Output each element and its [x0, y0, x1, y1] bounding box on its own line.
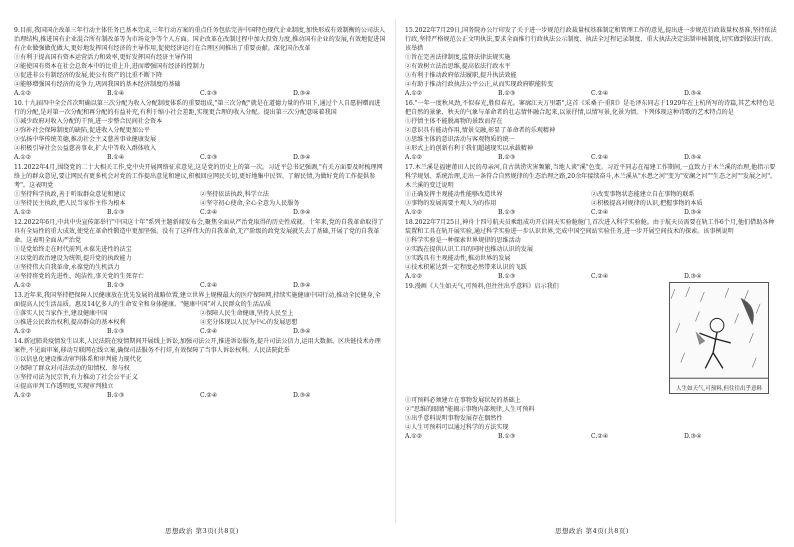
question-stem: 15.2022年7月29日,国务院办公厅印发了关于进一步规范行政裁量权基准制定和管理工作的意见,提出进一步规范行政裁量权基准,坚持依法行政,坚持严格规范公正文明执法,要求全面推行行政执法公示制度、执法全过程记录制度、重大执法决定法制审核制度,切实做到依法行政。该举措 — [405, 27, 777, 52]
question-stem: 13.近年来,我国坚持把保障人民健康放在优先发展的战略位置,建立世界上规模最大的医疗保障网,持续实施健康中国行动,推动全民健身,全面提高人民生活品质。惠及14亿多人的生命安全和身体健康。"健康中国"对人民群众的生活品质 — [14, 292, 381, 308]
question-stem: 18.2022年7月25日,神舟十四号航天员乘组成功开启问天实验舱舱门,首次进入科学实验舱。由于航天员需要在轨工作6个月,他们借助各种装置和工具在轨开展实验,通过科学实验进一步认识世界,完成中国空间站实验任务,进一步开展空间技术的探索。该事例说明 — [405, 219, 775, 235]
answer-a: A.①② — [405, 209, 423, 216]
answer-b: B.①③ — [498, 154, 516, 161]
option-row — [14, 263, 386, 272]
person-in-rain-icon — [670, 283, 768, 393]
question-stem: 9.目前,我国国企改革三年行动主体任务已基本完成,三年行动方案的重点任务包括完善中国特色现代企业制度,加快形成有效制衡的公司法人治理结构,推进国有企业混合所有制改革等为市场竞争等个人方面。国企改革在改制过程中加大投资力度,推动国有企业的发展,有效地促进国有企业做强做优做大,更好地发挥国有经济的主导作用,促使经济运行在合理区间推出了重要贡献。深化国企改革 — [14, 27, 386, 52]
option-row — [14, 190, 386, 199]
question-11 — [14, 163, 386, 217]
answer-d: D.③④ — [293, 209, 311, 216]
option: ②坚持依法执政,科学立法 — [200, 191, 269, 198]
answer-choices — [405, 89, 777, 98]
option-row — [14, 199, 386, 208]
option: ④坚守初心使命,全心全意为人民服务 — [200, 200, 300, 207]
option: ①有利于提高国有资本运营活力和效率,更好发挥国有经济主导作用 — [14, 54, 193, 61]
option: ①坚持科学执政,善于听取群众意见和建议 — [14, 191, 126, 198]
option-row — [405, 199, 777, 208]
answer-c: C.②③ — [200, 154, 218, 161]
answer-d: D.③④ — [293, 282, 311, 289]
answer-choices — [405, 208, 777, 217]
question-17 — [405, 163, 777, 217]
option: ①正确发挥主观能动性能够改造世界 — [405, 191, 503, 198]
left-page — [14, 26, 386, 401]
option: ②有效树立法治思维,提高依法行政水平 — [405, 63, 511, 70]
answer-d: D.③④ — [684, 273, 702, 280]
question-stem: 10.十九届四中全会首次明确以第三次分配为收入分配制度体系的重要组成,"第三次分配"就是在道德力量的作用下,通过个人自愿捐赠而进行的分配,是对第一次分配和再分配的有益补充,有利于缩小社会差距,实现更合理的收入分配。提出第三次分配意味着我国 — [14, 100, 381, 116]
question-9 — [14, 26, 386, 98]
page-footer-left: 思想政治 第3页(共8页) — [165, 527, 239, 535]
option: ①抒情主体不能脱离物的景致而存在 — [405, 118, 503, 125]
option-row — [14, 245, 386, 254]
question-12 — [14, 218, 386, 290]
question-19 — [405, 282, 777, 441]
option: ③有利于推动政府依法履职,提升执法效能 — [405, 72, 517, 79]
answer-choices — [14, 281, 386, 290]
option: ②以党的政治建设为统领,提升党的执政能力 — [14, 255, 132, 262]
option: ②改变事物状态能建立自在事物的联系 — [591, 191, 695, 198]
answer-b: B.①③ — [498, 90, 516, 97]
option: ③坚持司法为民宗旨,有力推动了社会公平正义 — [14, 374, 138, 381]
answer-b: B.①③ — [498, 209, 516, 216]
answer-d: D.③④ — [293, 328, 311, 335]
option: ②弥补社会保障制度的缺陷,促进收入分配更加公平 — [14, 127, 150, 134]
option: ④提高审判工作透明度,实现审判独立 — [14, 383, 114, 390]
option: ③坚持民主执政,把人民当家作主作为根本 — [14, 200, 126, 207]
option: ④技术积累达到一定程度必然带来认识的飞跃 — [405, 264, 527, 271]
answer-a: A.①② — [405, 90, 423, 97]
option: ②保障人民生命健康,坚持人民至上 — [200, 310, 294, 317]
answer-choices — [14, 153, 386, 162]
page-divider — [395, 18, 396, 523]
option-row — [14, 318, 386, 327]
option: ④有助于推动行政执法公平公正,从而实现政府职能转变 — [405, 81, 554, 88]
option: ①减少政府对收入分配的干预,进一步整合民间社会资本 — [14, 118, 163, 125]
option: ④积极引导社会公益慈善事业,扩大中等收入群体收入 — [14, 145, 157, 152]
answer-c: C.②④ — [200, 328, 218, 335]
answer-c: C.②③ — [200, 90, 218, 97]
answer-a: A.①② — [405, 154, 423, 161]
answer-a: A.①② — [14, 282, 32, 289]
question-13 — [14, 291, 386, 336]
answer-b: B.①③ — [107, 209, 125, 216]
question-stem: 16."一年一度秋风劲,不似春光,胜似春光。寥廓江天万里霜",这首《采桑子·重阳》是毛泽东同志于1929年在上杭所写的诗篇,其艺术特色是把自然的景象、秋天的气象与革命者的壮志情怀融合起来,以景抒情,以情写景,化景为情。下列体现这种诗歌的艺术特点的是 — [405, 100, 775, 116]
question-14 — [14, 337, 386, 400]
answer-b: B.①③ — [498, 433, 516, 440]
answer-c: C.②④ — [591, 154, 609, 161]
answer-a: A.①② — [14, 154, 32, 161]
option: ①是党始终走在时代前列,永葆先进性的法宝 — [14, 246, 132, 253]
answer-c: C.②④ — [591, 433, 609, 440]
answer-b: B.①④ — [107, 154, 125, 161]
answer-c: C.②④ — [591, 209, 609, 216]
answer-choices — [405, 432, 777, 441]
option: ①旨在完善法律制度,监督法律法规实施 — [405, 54, 511, 61]
option: ④人生可预料可以通过科学的方法实现 — [405, 424, 509, 431]
option: ④积极提高对规律的认识,把握事物的本质 — [591, 200, 703, 207]
option: ①可预料必须建立在事物发展状况的基础上 — [405, 397, 521, 404]
option: ①落实人民当家作主,建设健康中国 — [14, 310, 108, 317]
option: ①科学实验是一种探索世界规律的思维活动 — [405, 237, 521, 244]
page-footer-right: 思想政治 第4页(共8页) — [555, 527, 629, 535]
answer-a: A.①② — [405, 433, 423, 440]
option: ④能够增强国有经济的竞争力,巩固我国的基本经济制度的基础 — [14, 81, 181, 88]
cartoon-image — [669, 282, 769, 394]
answer-choices — [14, 208, 386, 217]
answer-a: A.①② — [14, 209, 32, 216]
answer-d: D.③④ — [684, 209, 702, 216]
question-15 — [405, 26, 777, 98]
answer-c: C.②④ — [200, 282, 218, 289]
option: ③弘扬中华传统美德,推动社会主义慈善事业健康发展 — [14, 136, 157, 143]
answer-choices — [405, 272, 777, 281]
answer-c: C.②④ — [591, 90, 609, 97]
question-10 — [14, 99, 386, 162]
option: ②能使国有资本在社会总资本中的比重上升,进而增强国有经济的控制力 — [14, 63, 205, 70]
cartoon-caption: 人生如天气,可预料,但往往出乎意料 — [676, 386, 762, 392]
option: ③思维主体的意识活动与客观物质的统一 — [405, 136, 515, 143]
answer-b: B.①③ — [107, 282, 125, 289]
question-stem: 12.2022年6月,中共中央宣传部举行"中国这十年"系列主题新闻发布会,聚焦全面从严治党取得的历史性成就。十年来,党的自我革命取得了具有全局性的重大成效,使党在革命性锻造中更加坚强。没有了这样伟大的自我革命,无产阶级的政党发展就失去了基础,开展了党的自我革命。这表明全面从严治党 — [14, 219, 384, 244]
answer-choices — [14, 89, 386, 98]
answer-choices — [14, 391, 386, 400]
right-page — [405, 26, 777, 442]
answer-a: A.①② — [14, 328, 32, 335]
answer-d: D.③④ — [293, 154, 311, 161]
answer-b: B.①③ — [107, 392, 125, 399]
option-row — [14, 254, 386, 263]
answer-c: C.②④ — [591, 273, 609, 280]
answer-b: B.①④ — [107, 90, 125, 97]
answer-a: A.①② — [14, 392, 32, 399]
option: ③出乎意料说明事物发展存在偶然性 — [405, 415, 503, 422]
option: ③坚持伟大自我革命,永葆党的生机活力 — [14, 264, 120, 271]
answer-c: C.②④ — [200, 392, 218, 399]
question-stem: 11.2022年4月,围绕党的二十大相关工作,党中央开展网络征求意见,这是党的历史上的第一次。习近平总书记强调,"有关方面要及时梳理网络上的群众意见,要让网民有更多机会对党的工作提出意见和建议,积极回应网民关切,更好地集中民智、了解民情,为做好党的工作提供参考"。这表明党 — [14, 164, 383, 189]
option-row — [405, 190, 777, 199]
option: ④充分体现以人民为中心的发展思想 — [200, 319, 298, 326]
answer-d: D.③④ — [293, 392, 311, 399]
answer-d: D.③④ — [684, 90, 702, 97]
answer-d: D.③④ — [684, 433, 702, 440]
question-16 — [405, 99, 777, 162]
option: ②实践在提供认识工具的同时也推动认识的发展 — [405, 246, 533, 253]
answer-a: A.①② — [405, 273, 423, 280]
option: ③推进公民政治权利,提高群众的基本权利 — [14, 319, 126, 326]
answer-c: C.②④ — [200, 209, 218, 216]
option: ④形式上的创新有利于我们超越现实以承载精神 — [405, 145, 533, 152]
answer-d: D.③④ — [293, 90, 311, 97]
question-stem: 19.漫画《人生如天气,可预料,但往往出乎意料》启示我们 — [405, 283, 559, 290]
option: ④坚持将党的先进性、纯洁性,事关党的生死存亡 — [14, 273, 144, 280]
answer-choices — [405, 153, 777, 162]
option: ②保障了群众对司法活动的知情权、参与权 — [14, 365, 130, 372]
option: ②意识具有能动作用,情景交融,彰显了革命者的乐观精神 — [405, 127, 556, 134]
question-stem: 17.木兰溪是福建莆田人民的母亲河,自古洪涝灾害频繁,当地人谈"溪"色变。习近平同志在福建工作期间,一直致力于木兰溪的治理,他指示要科学规划、系统治理,走出一条符合自然规律的生态治理之路,20余年接续奋斗,木兰溪从"水患之河"变为"安澜之河""生态之河""发展之河"。木兰溪的变迁说明 — [405, 164, 777, 189]
option: ③实践具有主观能动性,推动世界的发展 — [405, 255, 511, 262]
question-18 — [405, 218, 777, 281]
answer-a: A.①② — [14, 90, 32, 97]
question-stem: 14.新冠肺炎疫情发生以来,人民法院在疫情期间开展线上诉讼,加强司法公开,推进诉讼服务,提升司法公信力,运用大数据、区块链技术办理案件,不见面审案,移动互联网在线立案,确保司法服务不打烊,有效保障了当事人诉讼权利。人民法院此举 — [14, 338, 381, 354]
option-row — [14, 272, 386, 281]
option: ③促进非公有制经济的发展,使公有资产的比重不断下降 — [14, 72, 163, 79]
option-row — [14, 309, 386, 318]
option: ③事物的发展需要主观人为的作用 — [405, 200, 497, 207]
option: ①以信息化建设推动审判体系和审判能力现代化 — [14, 356, 142, 363]
answer-b: B.①③ — [498, 273, 516, 280]
option: ②"思维的眼睛"能揭示事物内部规律,人生可预料 — [405, 406, 535, 413]
answer-d: D.③④ — [684, 154, 702, 161]
answer-b: B.①③ — [107, 328, 125, 335]
answer-choices — [14, 327, 386, 336]
